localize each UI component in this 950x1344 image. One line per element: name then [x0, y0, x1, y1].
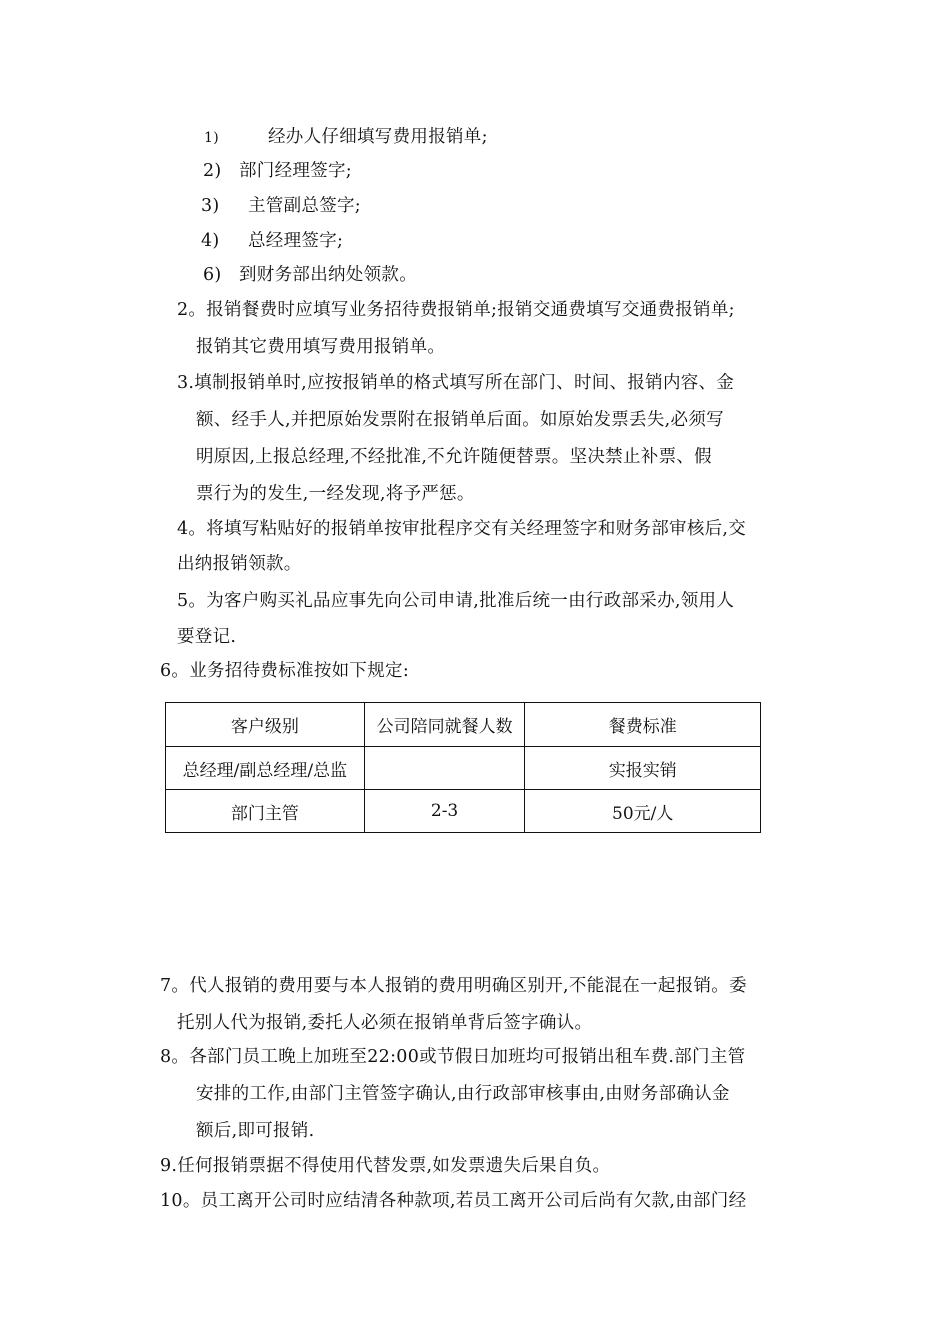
- header-companion-count: 公司陪同就餐人数: [364, 703, 525, 747]
- step-6-text: 到财务部出纳处领款。: [239, 265, 417, 285]
- step-4-number: 4): [201, 231, 220, 251]
- rule-2-line-2: 报销其它费用填写费用报销单。: [196, 337, 446, 357]
- rule-7-line-2: 托别人代为报销,委托人必须在报销单背后签字确认。: [177, 1013, 593, 1033]
- step-4-text: 总经理签字;: [248, 231, 344, 251]
- step-2-number: 2): [203, 161, 222, 181]
- rule-9-line-1: 9.任何报销票据不得使用代替发票,如发票遗失后果自负。: [160, 1156, 611, 1176]
- rule-8-line-3: 额后,即可报销.: [196, 1121, 315, 1141]
- rule-7-line-1: 7。代人报销的费用要与本人报销的费用明确区别开,不能混在一起报销。委: [160, 976, 747, 996]
- table-header-row: [166, 703, 761, 747]
- entertainment-standard-table: [165, 702, 761, 833]
- table-row: [166, 790, 761, 833]
- rule-4-line-2: 出纳报销领款。: [177, 554, 302, 574]
- rule-6-line-1: 6。业务招待费标准按如下规定:: [160, 661, 410, 681]
- rule-2-line-1: 2。报销餐费时应填写业务招待费报销单;报销交通费填写交通费报销单;: [177, 300, 735, 320]
- rule-3-line-4: 票行为的发生,一经发现,将予严惩。: [196, 484, 475, 504]
- step-3-text: 主管副总签字;: [248, 196, 361, 216]
- header-customer-level: 客户级别: [166, 703, 365, 747]
- step-2: [203, 160, 352, 182]
- rule-8-line-2: 安排的工作,由部门主管签字确认,由行政部审核事由,由财务部确认金: [196, 1084, 730, 1104]
- rule-4-line-1: 4。将填写粘贴好的报销单按审批程序交有关经理签字和财务部审核后,交: [177, 519, 747, 539]
- header-meal-standard: 餐费标准: [525, 703, 761, 747]
- cell-meal-standard: 实报实销: [525, 747, 761, 790]
- cell-meal-standard: 50元/人: [525, 790, 761, 833]
- rule-3-line-3: 明原因,上报总经理,不经批准,不允许随便替票。坚决禁止补票、假: [196, 447, 712, 467]
- cell-companion-count: 2-3: [364, 790, 525, 833]
- rule-10-line-1: 10。员工离开公司时应结清各种款项,若员工离开公司后尚有欠款,由部门经: [160, 1191, 747, 1211]
- step-3-number: 3): [201, 196, 220, 216]
- cell-customer-level: 部门主管: [166, 790, 365, 833]
- step-1: [204, 126, 488, 149]
- table-row: [166, 747, 761, 790]
- rule-5-line-2: 要登记.: [177, 627, 237, 647]
- rule-3-line-1: 3.填制报销单时,应按报销单的格式填写所在部门、时间、报销内容、金: [177, 373, 735, 393]
- rule-8-line-1: 8。各部门员工晚上加班至22:00或节假日加班均可报销出租车费.部门主管: [160, 1047, 746, 1067]
- step-1-text: 经办人仔细填写费用报销单;: [268, 127, 488, 147]
- step-2-text: 部门经理签字;: [239, 161, 352, 181]
- step-6-number: 6): [203, 265, 222, 285]
- cell-customer-level: 总经理/副总经理/总监: [166, 747, 365, 790]
- rule-5-line-1: 5。为客户购买礼品应事先向公司申请,批准后统一由行政部采办,领用人: [177, 591, 735, 611]
- step-1-number: 1): [204, 130, 219, 146]
- rule-3-line-2: 额、经手人,并把原始发票附在报销单后面。如原始发票丢失,必须写: [196, 410, 724, 430]
- step-4: [201, 230, 343, 252]
- step-6: [203, 264, 417, 286]
- step-3: [201, 195, 361, 217]
- cell-companion-count: [364, 747, 525, 790]
